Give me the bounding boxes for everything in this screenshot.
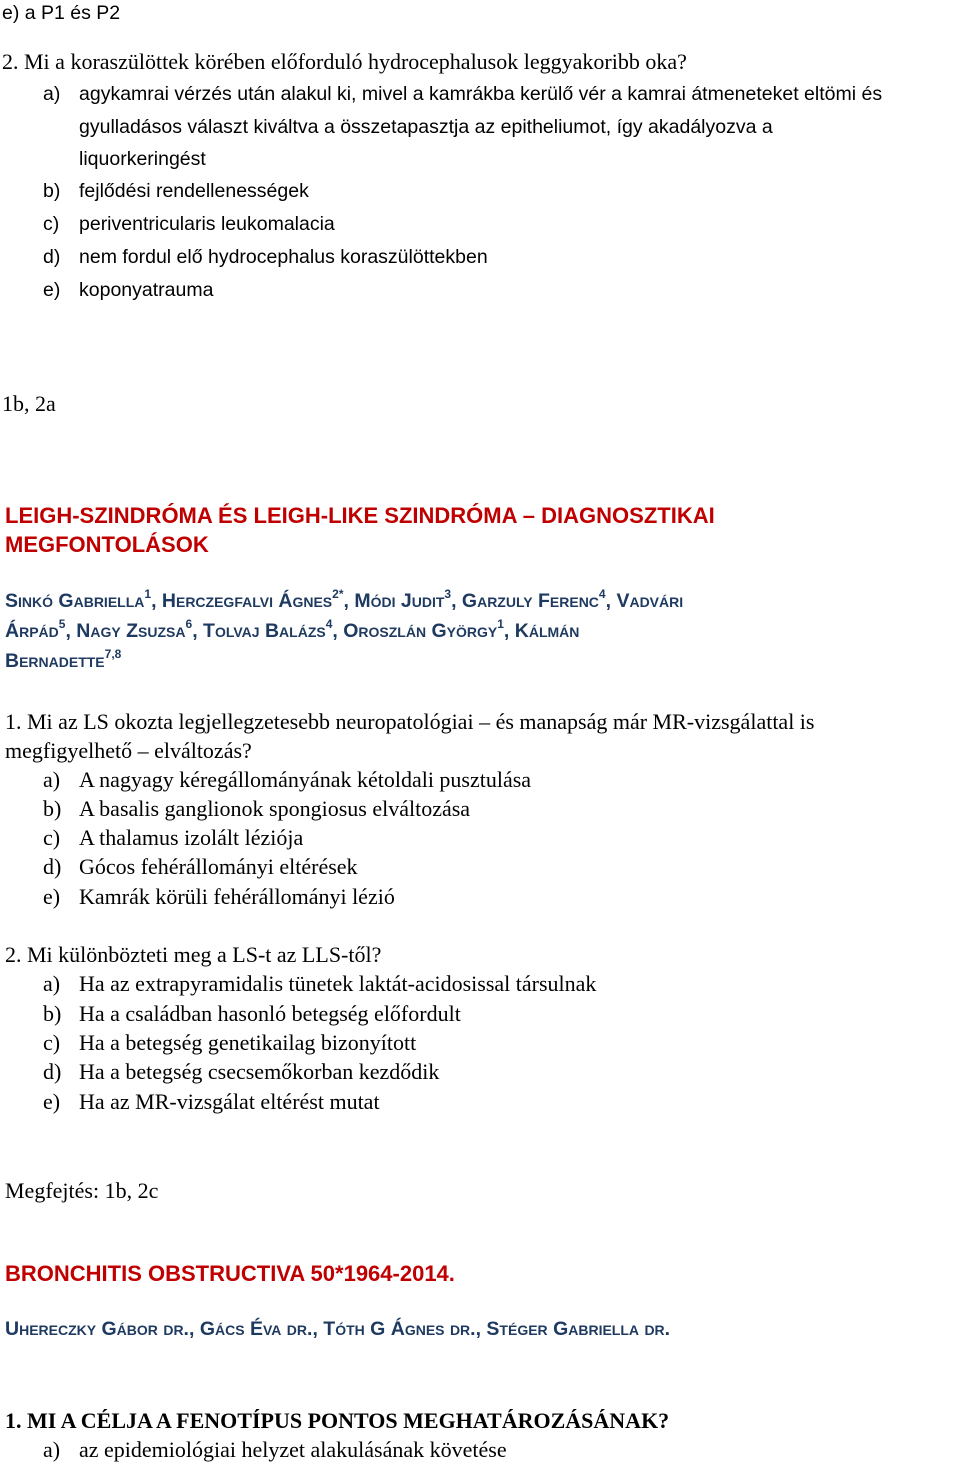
leigh-q1-option-b: b) A basalis ganglionok spongiosus elváltozása: [43, 796, 471, 821]
leigh-q2-option-a: a) Ha az extrapyramidalis tünetek laktát-acidosissal társulnak: [43, 971, 597, 996]
bronchitis-title: BRONCHITIS OBSTRUCTIVA 50*1964-2014.: [5, 1261, 455, 1286]
leigh-q1-option-e: e) Kamrák körüli fehérállományi lézió: [43, 884, 395, 909]
bronchitis-question-1: 1. MI A CÉLJA A FENOTÍPUS PONTOS MEGHATÁROZÁSÁNAK?: [5, 1408, 670, 1433]
bronchitis-q1-option-a: a) az epidemiológiai helyzet alakulásának követése: [43, 1437, 507, 1462]
option-b: b) fejlődési rendellenességek: [43, 180, 309, 202]
leigh-q2-option-b: b) Ha a családban hasonló betegség előfordult: [43, 1001, 461, 1026]
leigh-authors-line-1: Sinkó Gabriella$^1$, Herczegfalvi Ágnes$^{2*}$, Módi Judit$^3$, Garzuly Ferenc$^4$, Vadvári: [5, 587, 684, 612]
leigh-title-line-1: LEIGH-SZINDRÓMA ÉS LEIGH-LIKE SZINDRÓMA – DIAGNOSZTIKAI: [5, 503, 715, 528]
leigh-q2-option-c: c) Ha a betegség genetikailag bizonyított: [43, 1030, 417, 1055]
leigh-q2-option-d: d) Ha a betegség csecsemőkorban kezdődik: [43, 1059, 440, 1084]
leigh-question-1-line-2: megfigyelhető – elváltozás?: [5, 738, 252, 763]
prev-answer: 1b, 2a: [2, 391, 56, 416]
option-e: e) koponyatrauma: [43, 279, 214, 301]
question-2-hydrocephalus: 2. Mi a koraszülöttek körében előforduló hydrocephalusok leggyakoribb oka?: [2, 49, 687, 74]
option-a-line-2: gyulladásos választ kiváltva a összetapasztja az epitheliumot, így akadályozva a: [79, 116, 773, 138]
leigh-q1-option-d: d) Gócos fehérállományi eltérések: [43, 854, 358, 879]
option-d: d) nem fordul elő hydrocephalus koraszülöttekben: [43, 246, 488, 268]
option-c: c) periventricularis leukomalacia: [43, 213, 335, 235]
leigh-q1-option-a: a) A nagyagy kéregállományának kétoldali pusztulása: [43, 767, 532, 792]
leigh-authors-line-3: Bernadette$^{7,8}$: [5, 647, 122, 672]
leigh-title-line-2: MEGFONTOLÁSOK: [5, 532, 209, 557]
leigh-authors-line-2: Árpád$^5$, Nagy Zsuzsa$^6$, Tolvaj Balázs$^4$, Oroszlán György$^1$, Kálmán: [5, 617, 580, 642]
leigh-question-2: 2. Mi különbözteti meg a LS-t az LLS-től?: [5, 942, 382, 967]
option-a-line-3: liquorkeringést: [79, 148, 206, 170]
leigh-question-1-line-1: 1. Mi az LS okozta legjellegzetesebb neuropatológiai – és manapság már MR-vizsgálattal is: [5, 709, 815, 734]
option-a: a) agykamrai vérzés után alakul ki, mivel a kamrákba kerülő vér a kamrai átmeneteket eltömi és: [43, 83, 883, 105]
bronchitis-authors: Uhereczky Gábor dr., Gács Éva dr., Tóth G Ágnes dr., Stéger Gabriella dr.: [5, 1318, 671, 1340]
leigh-answer: Megfejtés: 1b, 2c: [5, 1178, 159, 1203]
prev-last-option: e) a P1 és P2: [2, 2, 121, 24]
leigh-q1-option-c: c) A thalamus izolált léziója: [43, 825, 304, 850]
leigh-q2-option-e: e) Ha az MR-vizsgálat eltérést mutat: [43, 1089, 380, 1114]
